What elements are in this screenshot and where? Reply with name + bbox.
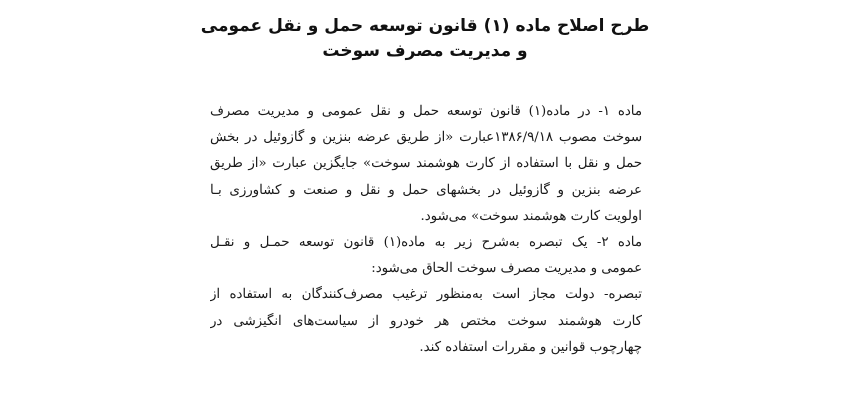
article-2-line-1: ماده ۲- یک تبصره به‌شرح زیر به ماده(۱) قانون توسعه حمـل و نقـل (210, 234, 642, 250)
note-line-1: تبصره- دولت مجاز است به‌منظور ترغیب مصرف‌کنندگان به استفاده از (210, 287, 642, 303)
article-2-line-2: عمومی و مدیریت مصرف سوخت الحاق می‌شود: (371, 261, 642, 277)
article-1-line-4: عرضه بنزین و گازوئیل در بخشهای حمل و نقل و صنعت و کشاورزی بـا (210, 182, 642, 198)
title-line-1: طرح اصلاح ماده (۱) قانون توسعه حمل و نقل عمومی (200, 16, 650, 36)
article-1-line-5: اولویت کارت هوشمند سوخت» می‌شود. (420, 208, 642, 224)
article-1-line-1: ماده ۱- در ماده(۱) قانون توسعه حمل و نقل عمومی و مدیریت مصرف (210, 104, 642, 119)
note-line-3: چهارچوب قوانین و مقررات استفاده کند. (419, 339, 642, 355)
document-body (210, 99, 642, 361)
note-line-2: کارت هوشمند سوخت مختص هر خودرو از سیاست‌های انگیزشی در (210, 313, 642, 329)
article-1-line-2: سوخت مصوب ۱۳۸۶/۹/۱۸عبارت «از طریق عرضه بنزین و گازوئیل در بخش (210, 130, 642, 146)
title-line-2: و مدیریت مصرف سوخت (322, 41, 528, 61)
document-title (0, 14, 850, 64)
article-1-line-3: حمل و نقل با استفاده از کارت هوشمند سوخت» جایگزین عبارت «از طریق (210, 156, 642, 172)
